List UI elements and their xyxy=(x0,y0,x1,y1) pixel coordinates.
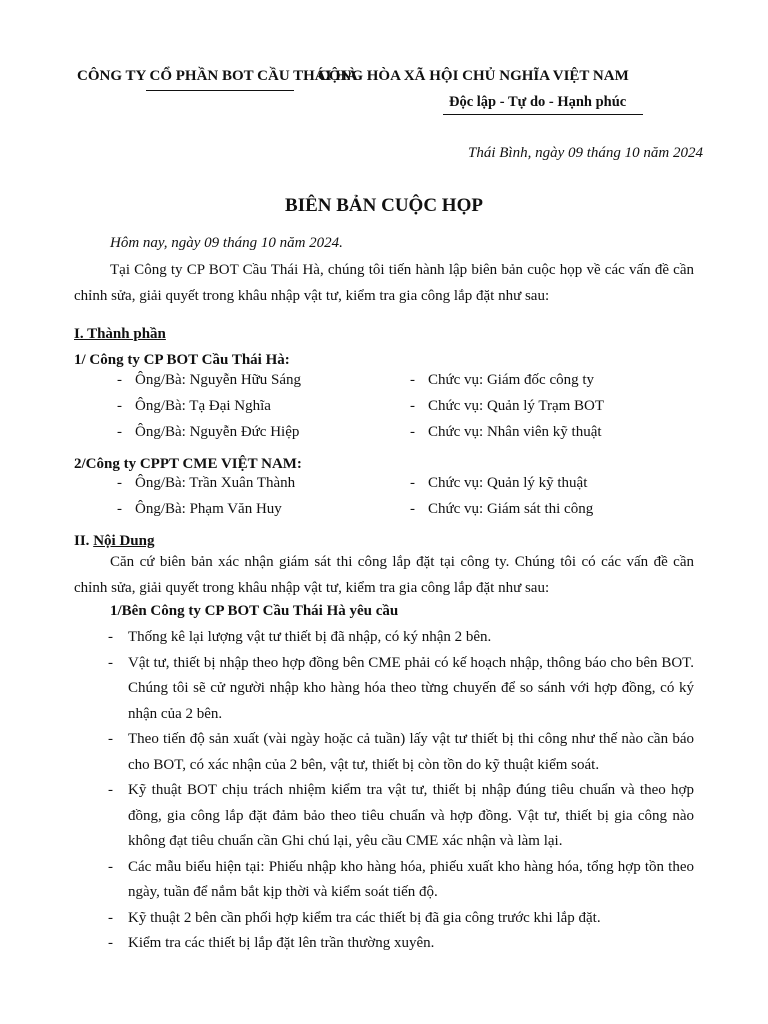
document-title: BIÊN BẢN CUỘC HỌP xyxy=(285,195,483,216)
list-item-text: Kỹ thuật BOT chịu trách nhiệm kiểm tra vật tư, thiết bị nhập đúng tiêu chuẩn và theo hợp đồng, gia công lắp đặt đảm bảo theo tiêu chuẩn và hợp đồng. Vật tư, thiết bị gia công nào không đạt tiêu chuẩn cần Ghi chú lại, yêu cầu CME xác nhận và làm lại. xyxy=(128,782,694,849)
list-dash: - xyxy=(108,731,113,747)
list-item xyxy=(104,855,694,906)
section2-heading-text: Nội Dung xyxy=(93,533,155,549)
list-item-text: Thống kê lại lượng vật tư thiết bị đã nhập, có ký nhận 2 bên. xyxy=(128,629,492,645)
list-dash: - xyxy=(108,909,113,926)
list-dash: - xyxy=(108,654,113,671)
section2-heading xyxy=(74,533,154,550)
member-role: Chức vụ: Quản lý Trạm BOT xyxy=(428,398,605,414)
company-name: CÔNG TY CỔ PHẦN BOT CẦU THÁI HÀ xyxy=(77,68,358,84)
list-dash: - xyxy=(410,501,415,517)
list-dash: - xyxy=(108,858,113,875)
member-name: Ông/Bà: Trần Xuân Thành xyxy=(135,475,296,491)
list-item-text: Kỹ thuật 2 bên cần phối hợp kiểm tra các thiết bị đã gia công trước khi lắp đặt. xyxy=(128,909,601,926)
section2-intro: Căn cứ biên bản xác nhận giám sát thi công lắp đặt tại công ty. Chúng tôi có các vấn đề cần chỉnh sửa, giải quyết trong khâu nhập vật tư, kiểm tra gia công lắp đặt như sau: xyxy=(74,554,694,596)
list-item-text: Vật tư, thiết bị nhập theo hợp đồng bên CME phải có kế hoạch nhập, thông báo cho bên BOT. Chúng tôi sẽ cử người nhập kho hàng hóa theo từng chuyến để so sánh với hợp đồng, có ký nhận của 2 bên. xyxy=(128,654,694,722)
sub1-title: 1/Bên Công ty CP BOT Cầu Thái Hà yêu cầu xyxy=(110,603,399,619)
requirements-list xyxy=(104,625,694,957)
list-dash: - xyxy=(117,475,122,491)
member-name: Ông/Bà: Phạm Văn Huy xyxy=(135,501,282,517)
list-dash: - xyxy=(108,782,113,798)
member-role: Chức vụ: Quản lý kỹ thuật xyxy=(428,475,588,491)
list-item xyxy=(104,651,694,728)
section1-heading: I. Thành phần xyxy=(74,326,166,342)
company-underline xyxy=(146,90,294,91)
list-dash: - xyxy=(117,372,122,388)
intro-date: Hôm nay, ngày 09 tháng 10 năm 2024. xyxy=(110,235,343,251)
motto: Độc lập - Tự do - Hạnh phúc xyxy=(449,94,627,110)
member-role: Chức vụ: Giám sát thi công xyxy=(428,501,594,517)
list-dash: - xyxy=(117,398,122,414)
member-role: Chức vụ: Giám đốc công ty xyxy=(428,372,595,388)
list-dash: - xyxy=(117,501,122,517)
group2-title: 2/Công ty CPPT CME VIỆT NAM: xyxy=(74,456,302,472)
list-dash: - xyxy=(410,372,415,388)
member-role: Chức vụ: Nhân viên kỹ thuật xyxy=(428,424,602,440)
list-dash: - xyxy=(108,629,113,645)
member-name: Ông/Bà: Nguyễn Đức Hiệp xyxy=(135,424,300,440)
group1-title: 1/ Công ty CP BOT Cầu Thái Hà: xyxy=(74,352,290,368)
list-dash: - xyxy=(117,424,122,440)
intro-paragraph: Tại Công ty CP BOT Cầu Thái Hà, chúng tôi tiến hành lập biên bản cuộc họp về các vấn đề cần chỉnh sửa, giải quyết trong khâu nhập vật tư, kiểm tra gia công lắp đặt như sau: xyxy=(74,262,694,304)
member-name: Ông/Bà: Tạ Đại Nghĩa xyxy=(135,398,271,414)
nation-name: CỘNG HÒA XÃ HỘI CHỦ NGHĨA VIỆT NAM xyxy=(318,68,629,84)
list-dash: - xyxy=(410,424,415,440)
member-name: Ông/Bà: Nguyễn Hữu Sáng xyxy=(135,372,302,388)
list-item-text: Kiểm tra các thiết bị lắp đặt lên trần thường xuyên. xyxy=(128,935,435,951)
place-date: Thái Bình, ngày 09 tháng 10 năm 2024 xyxy=(468,145,703,161)
list-dash: - xyxy=(410,398,415,414)
list-item xyxy=(104,625,694,651)
list-item xyxy=(104,931,694,957)
list-item-text: Các mẫu biểu hiện tại: Phiếu nhập kho hàng hóa, phiếu xuất kho hàng hóa, tổng hợp tồn theo ngày, tuần để nắm bắt kịp thời và kiểm soát tiến độ. xyxy=(128,858,694,900)
list-item xyxy=(104,906,694,932)
list-dash: - xyxy=(410,475,415,491)
list-item xyxy=(104,778,694,855)
list-item-text: Theo tiến độ sản xuất (vài ngày hoặc cả tuần) lấy vật tư thiết bị thi công như thế nào cần báo cho BOT, có xác nhận của 2 bên, vật tư, thiết bị còn tồn do kỹ thuật kiểm soát. xyxy=(128,731,694,773)
list-dash: - xyxy=(108,935,113,951)
list-item xyxy=(104,727,694,778)
motto-underline xyxy=(443,114,643,115)
section2-heading-number: II. xyxy=(74,533,90,549)
